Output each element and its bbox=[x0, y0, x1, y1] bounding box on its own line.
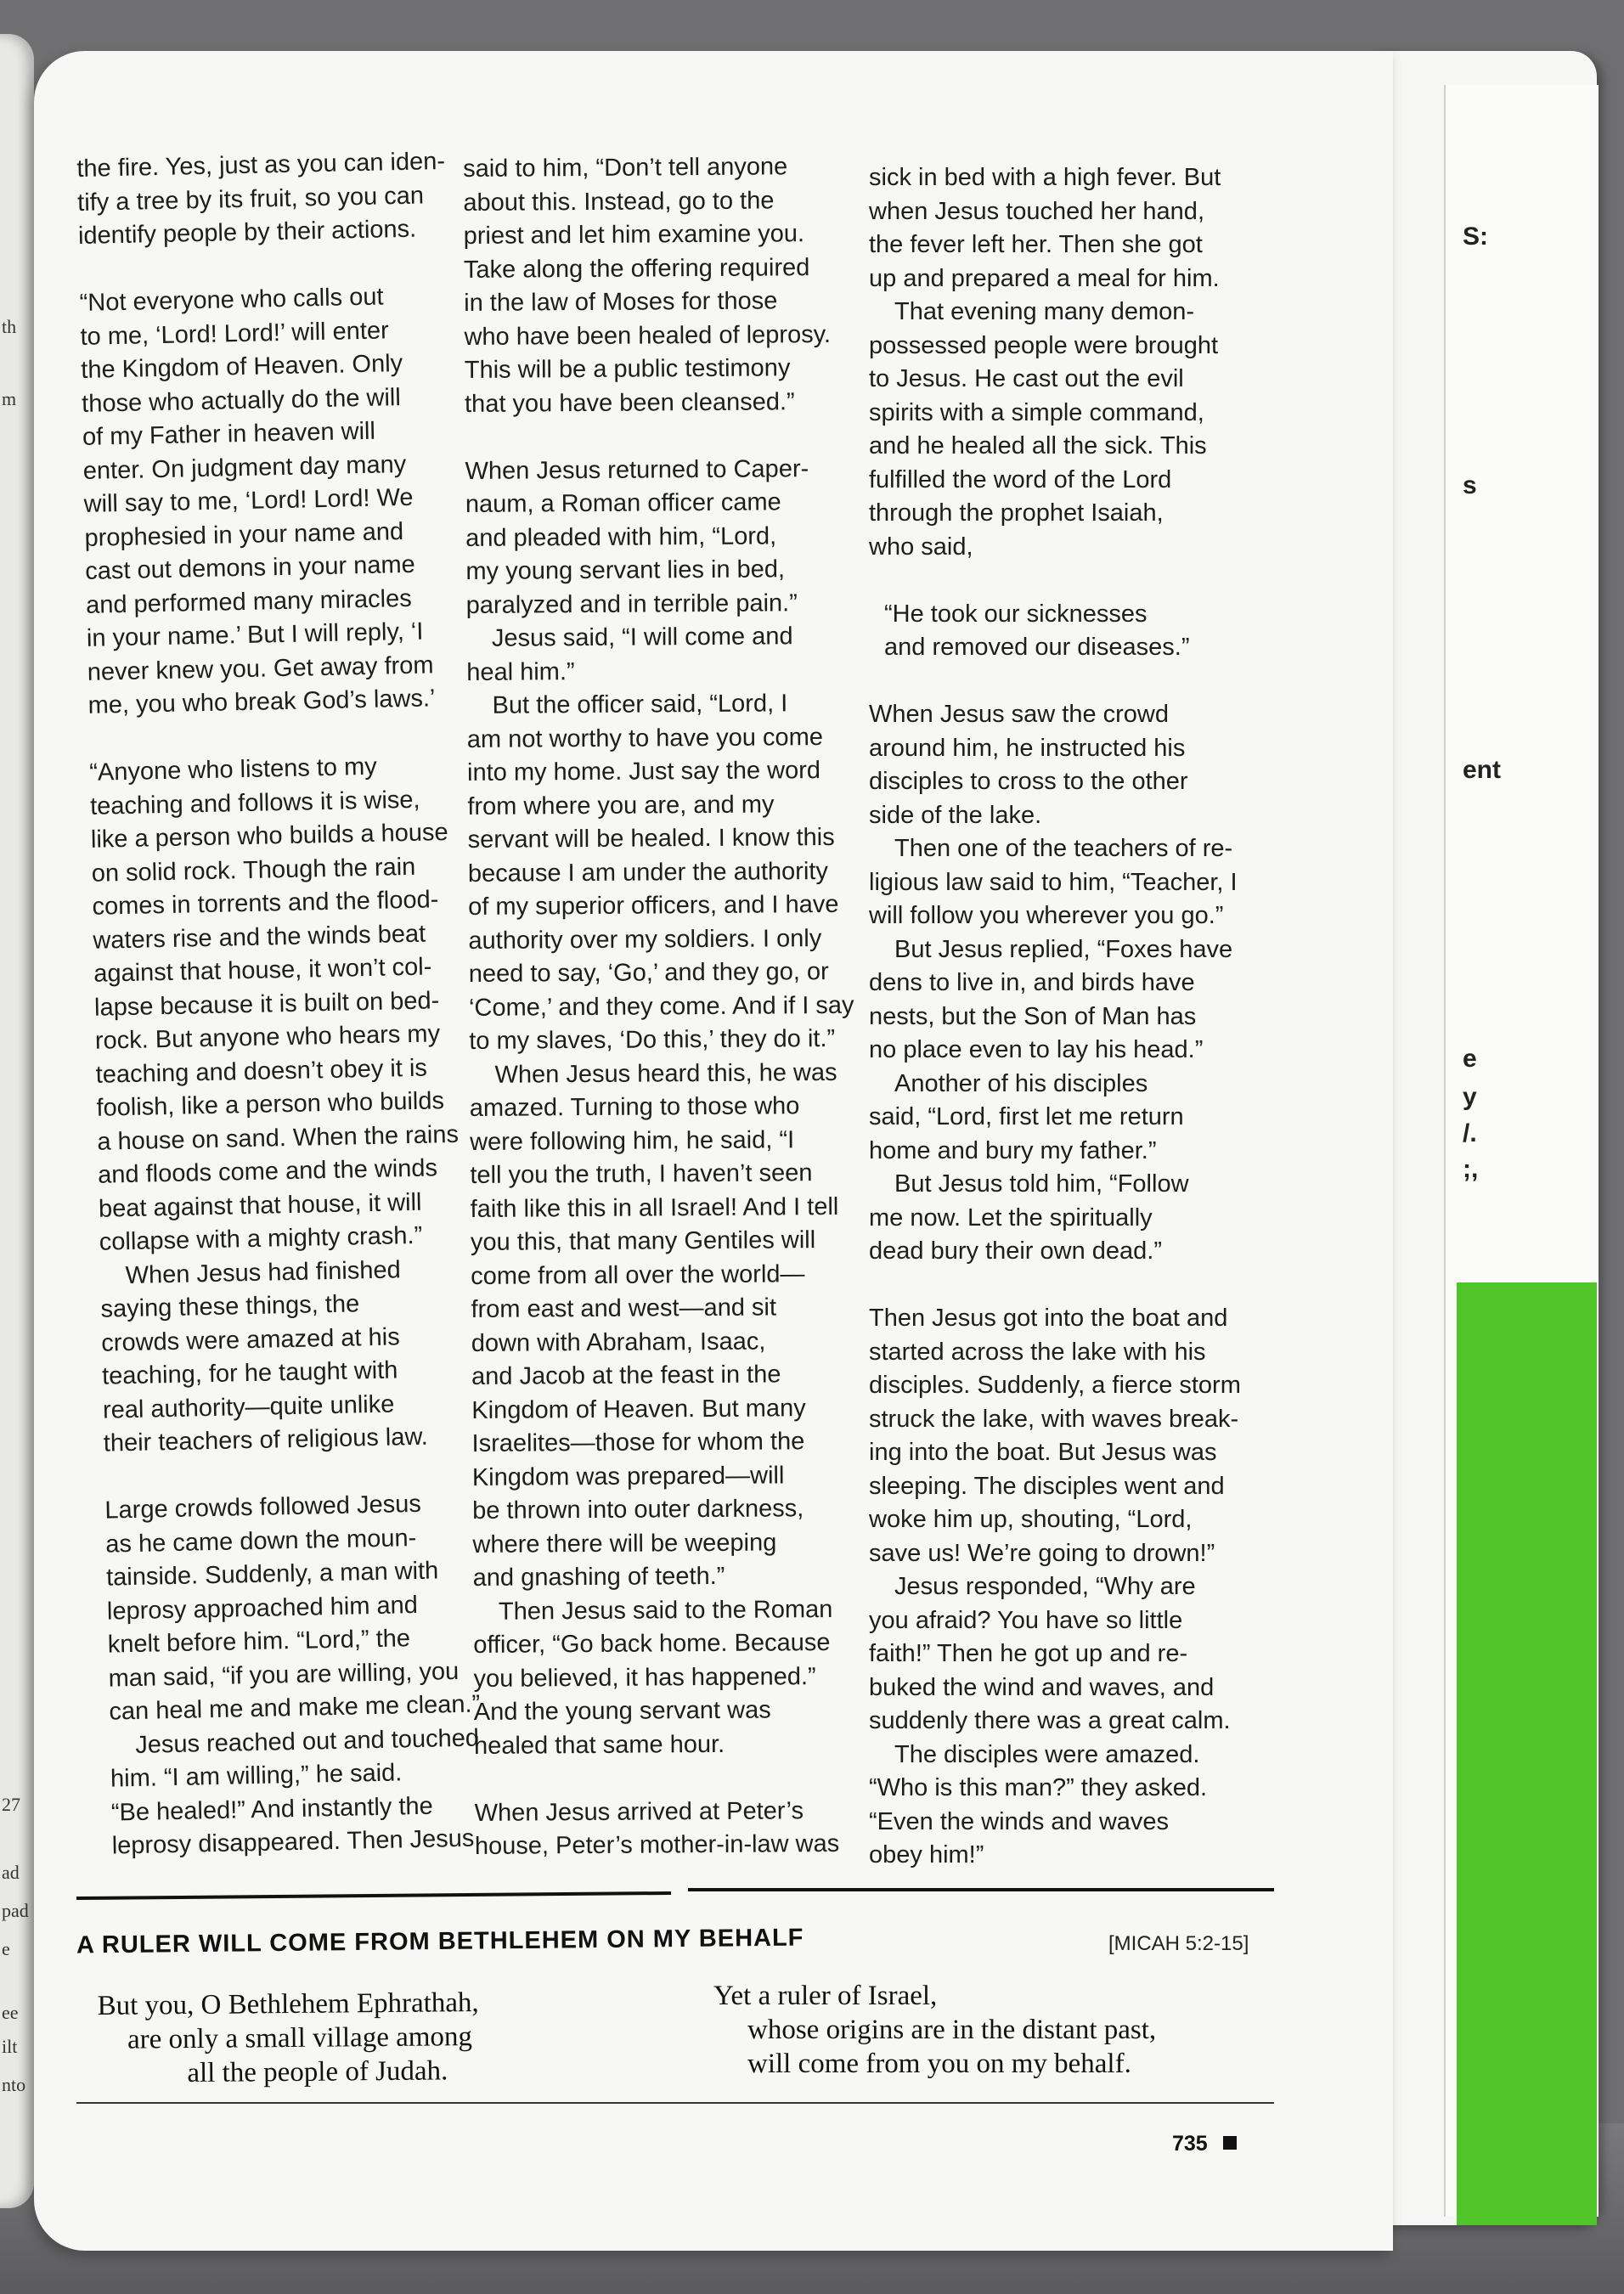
text-line: “Who is this man?” they asked. bbox=[869, 1774, 1208, 1801]
text-line: beat against that house, it will bbox=[98, 1188, 422, 1223]
text-line: When Jesus arrived at Peter’s bbox=[474, 1796, 804, 1827]
poem-line: all the people of Judah. bbox=[187, 2055, 448, 2089]
text-line: to my slaves, ‘Do this,’ they do it.” bbox=[469, 1024, 836, 1055]
text-line: you this, that many Gentiles will bbox=[470, 1226, 816, 1256]
text-line: and performed many miracles bbox=[85, 584, 413, 619]
text-line: When Jesus saw the crowd bbox=[869, 701, 1169, 728]
text-line: said, “Lord, first let me return bbox=[869, 1103, 1184, 1130]
text-line: tify a tree by its fruit, so you can bbox=[76, 181, 425, 217]
column-2 bbox=[463, 150, 882, 1864]
edge-fragment: s bbox=[1463, 471, 1477, 499]
text-line: dens to live in, and birds have bbox=[869, 969, 1195, 996]
text-line: Then one of the teachers of re- bbox=[894, 835, 1233, 862]
text-line: house, Peter’s mother-in-law was bbox=[474, 1829, 840, 1860]
text-line: like a person who builds a house bbox=[90, 819, 448, 854]
text-line: started across the lake with his bbox=[869, 1338, 1206, 1366]
column-3 bbox=[869, 161, 1311, 1873]
text-line: naum, a Roman officer came bbox=[465, 488, 781, 518]
text-line: “Be healed!” And instantly the bbox=[110, 1792, 434, 1827]
text-line: where there will be weeping bbox=[472, 1528, 777, 1558]
text-line: Jesus said, “I will come and bbox=[491, 623, 793, 652]
text-line: me, you who break God’s laws.’ bbox=[87, 685, 436, 719]
text-line: Take along the offering required bbox=[463, 253, 810, 284]
text-line: said to him, “Don’t tell anyone bbox=[463, 153, 788, 183]
text-line: to me, ‘Lord! Lord!’ will enter bbox=[80, 316, 389, 351]
text-line: against that house, it won’t col- bbox=[93, 953, 432, 988]
text-line: crowds were amazed at his bbox=[101, 1322, 400, 1357]
text-line: cast out demons in your name bbox=[84, 550, 416, 585]
column-1 bbox=[76, 144, 511, 1863]
text-line: you believed, it has happened.” bbox=[473, 1662, 816, 1693]
text-line: a house on sand. When the rains bbox=[97, 1120, 460, 1156]
text-line: When Jesus returned to Caper- bbox=[465, 454, 809, 485]
text-line: Jesus reached out and touched bbox=[134, 1723, 480, 1759]
text-line: Israelites—those for whom the bbox=[471, 1428, 805, 1457]
text-line: obey him!” bbox=[869, 1841, 984, 1868]
edge-fragment: nto bbox=[2, 2074, 26, 2095]
text-line: fulfilled the word of the Lord bbox=[869, 465, 1172, 493]
text-line: from east and west—and sit bbox=[471, 1294, 777, 1323]
text-line: leprosy disappeared. Then Jesus bbox=[111, 1824, 475, 1860]
text-line: into my home. Just say the word bbox=[466, 757, 821, 786]
text-line: But Jesus told him, “Follow bbox=[894, 1170, 1189, 1198]
text-line: of my Father in heaven will bbox=[82, 417, 376, 451]
poem-right bbox=[713, 1979, 1156, 2081]
text-line: through the prophet Isaiah, bbox=[869, 499, 1164, 527]
edge-fragment: th bbox=[2, 316, 17, 337]
paragraph-gap bbox=[465, 419, 872, 455]
text-line: about this. Instead, go to the bbox=[463, 186, 775, 217]
sidebar-top-rule-right bbox=[688, 1888, 1274, 1891]
text-line: on solid rock. Though the rain bbox=[91, 853, 416, 888]
poem-line: will come from you on my behalf. bbox=[747, 2049, 1131, 2079]
text-line: save us! We’re going to drown!” bbox=[869, 1539, 1215, 1567]
page-number: 735 bbox=[1172, 2132, 1208, 2156]
text-line: waters rise and the winds beat bbox=[93, 920, 426, 955]
text-line: of my superior officers, and I have bbox=[468, 890, 839, 921]
paragraph-gap bbox=[474, 1761, 882, 1797]
text-line: suddenly there was a great calm. bbox=[869, 1707, 1231, 1734]
text-line: and floods come and the winds bbox=[97, 1154, 438, 1189]
text-line: me now. Let the spiritually bbox=[869, 1203, 1153, 1232]
text-line: prophesied in your name and bbox=[84, 517, 404, 552]
edge-fragment: e bbox=[2, 1938, 10, 1959]
text-line: paralyzed and in terrible pain.” bbox=[465, 589, 798, 619]
text-line: sleeping. The disciples went and bbox=[869, 1472, 1225, 1500]
text-line: teaching and follows it is wise, bbox=[89, 786, 420, 820]
text-line: “Anyone who listens to my bbox=[88, 752, 378, 786]
poem-line: whose origins are in the distant past, bbox=[747, 2015, 1157, 2045]
text-line: The disciples were amazed. bbox=[894, 1740, 1200, 1768]
poem-line: Yet a ruler of Israel, bbox=[713, 1981, 938, 2011]
text-line: will follow you wherever you go.” bbox=[869, 902, 1224, 929]
text-line: servant will be healed. I know this bbox=[467, 823, 835, 854]
text-line: Kingdom was prepared—will bbox=[471, 1461, 785, 1491]
edge-fragment: ;, bbox=[1463, 1155, 1479, 1183]
edge-fragment: S: bbox=[1463, 223, 1488, 251]
previous-page-edge bbox=[0, 34, 34, 2208]
text-line: tainside. Suddenly, a man with bbox=[105, 1557, 439, 1592]
edge-fragment: /. bbox=[1463, 1119, 1477, 1147]
edge-fragment: pad bbox=[2, 1900, 29, 1921]
text-line: need to say, ‘Go,’ and they go, or bbox=[468, 958, 829, 988]
text-line: officer, “Go back home. Because bbox=[473, 1629, 831, 1659]
sidebar-title: A RULER WILL COME FROM BETHLEHEM ON MY BEHALF bbox=[76, 1924, 804, 1959]
text-line: spirits with a simple command, bbox=[869, 398, 1204, 426]
sidebar-top-rule-left bbox=[76, 1891, 671, 1900]
text-line: in the law of Moses for those bbox=[464, 287, 778, 317]
text-line: down with Abraham, Isaac, bbox=[471, 1327, 766, 1357]
text-line: am not worthy to have you come bbox=[466, 723, 824, 753]
text-line: ing into the boat. But Jesus was bbox=[869, 1439, 1217, 1466]
text-line: faith!” Then he got up and re- bbox=[869, 1640, 1188, 1667]
text-line: the fever left her. Then she got bbox=[869, 231, 1203, 258]
text-line: ‘Come,’ and they come. And if I say bbox=[468, 991, 854, 1022]
page-number-marker bbox=[1223, 2136, 1237, 2150]
text-line: and pleaded with him, “Lord, bbox=[465, 521, 777, 552]
text-line: And the young servant was bbox=[473, 1696, 771, 1726]
text-line: be thrown into outer darkness, bbox=[472, 1495, 804, 1525]
text-line: This will be a public testimony bbox=[464, 354, 791, 384]
text-line: in your name.’ But I will reply, ‘I bbox=[86, 617, 424, 652]
text-line: my young servant lies in bed, bbox=[465, 555, 786, 585]
text-line: disciples to cross to the other bbox=[869, 768, 1188, 795]
text-line: lapse because it is built on bed- bbox=[93, 986, 440, 1022]
text-line: enter. On judgment day many bbox=[82, 450, 407, 485]
text-line: side of the lake. bbox=[869, 801, 1042, 829]
text-line: and he healed all the sick. This bbox=[869, 432, 1207, 459]
edge-fragment: e bbox=[1463, 1045, 1477, 1073]
text-line: that you have been cleansed.” bbox=[464, 387, 795, 418]
edge-fragment: y bbox=[1463, 1083, 1477, 1111]
text-line: Jesus responded, “Why are bbox=[894, 1573, 1196, 1600]
text-line: ligious law said to him, “Teacher, I bbox=[869, 868, 1238, 896]
text-line: to Jesus. He cast out the evil bbox=[869, 365, 1184, 392]
text-line: woke him up, shouting, “Lord, bbox=[869, 1506, 1193, 1533]
text-line: Another of his disciples bbox=[894, 1069, 1148, 1097]
text-line: those who actually do the will bbox=[81, 383, 402, 418]
text-line: real authority—quite unlike bbox=[102, 1389, 395, 1424]
text-line: buked the wind and waves, and bbox=[869, 1673, 1215, 1701]
text-line: struck the lake, with waves break- bbox=[869, 1405, 1239, 1433]
text-line: Then Jesus said to the Roman bbox=[498, 1595, 833, 1626]
edge-fragment: ilt bbox=[2, 2036, 18, 2057]
text-line: no place even to lay his head.” bbox=[869, 1036, 1204, 1063]
text-line: when Jesus touched her hand, bbox=[869, 197, 1204, 225]
text-line: nests, but the Son of Man has bbox=[869, 1002, 1197, 1030]
text-line: possessed people were brought bbox=[869, 331, 1219, 359]
text-line: the Kingdom of Heaven. Only bbox=[81, 350, 403, 384]
text-line: home and bury my father.” bbox=[869, 1136, 1157, 1164]
text-line: That evening many demon- bbox=[894, 298, 1195, 325]
text-line: foolish, like a person who builds bbox=[96, 1087, 445, 1122]
text-line: “Even the winds and waves bbox=[869, 1807, 1170, 1835]
text-line: disciples. Suddenly, a fierce storm bbox=[869, 1372, 1241, 1399]
bible-page bbox=[34, 51, 1393, 2251]
text-line: up and prepared a meal for him. bbox=[869, 264, 1220, 292]
text-line: teaching, for he taught with bbox=[101, 1356, 398, 1390]
text-line: priest and let him examine you. bbox=[463, 220, 805, 250]
text-line: identify people by their actions. bbox=[77, 215, 417, 250]
text-line: Large crowds followed Jesus bbox=[104, 1490, 422, 1525]
paragraph-gap bbox=[869, 1269, 1311, 1303]
edge-fragment: ent bbox=[1463, 756, 1501, 784]
green-section-band bbox=[1457, 1282, 1597, 2225]
text-line: their teachers of religious law. bbox=[103, 1423, 429, 1457]
text-line: leprosy approached him and bbox=[106, 1591, 419, 1626]
text-line: will say to me, ‘Lord! Lord! We bbox=[83, 483, 414, 518]
text-line: sick in bed with a high fever. But bbox=[869, 164, 1221, 191]
text-line: heal him.” bbox=[466, 657, 575, 686]
text-line: amazed. Turning to those who bbox=[469, 1092, 800, 1122]
text-line: comes in torrents and the flood- bbox=[92, 886, 439, 921]
text-line: and Jacob at the feast in the bbox=[471, 1361, 781, 1390]
text-line: Kingdom of Heaven. But many bbox=[471, 1394, 806, 1424]
text-line: come from all over the world— bbox=[471, 1260, 805, 1290]
text-line: tell you the truth, I haven’t seen bbox=[470, 1159, 813, 1189]
text-line: healed that same hour. bbox=[473, 1730, 725, 1760]
edge-fragment: ad bbox=[2, 1862, 20, 1883]
text-line: collapse with a mighty crash.” bbox=[99, 1221, 423, 1256]
text-line: never knew you. Get away from bbox=[87, 651, 434, 686]
text-line: rock. But anyone who hears my bbox=[94, 1020, 441, 1055]
text-line: man said, “if you are willing, you bbox=[108, 1657, 460, 1693]
text-line: saying these things, the bbox=[100, 1290, 360, 1323]
text-line: teaching and doesn’t obey it is bbox=[95, 1054, 428, 1089]
text-line: dead bury their own dead.” bbox=[869, 1237, 1162, 1265]
edge-fragment: 27 bbox=[2, 1794, 20, 1815]
sidebar-bottom-rule bbox=[76, 2102, 1274, 2104]
text-line: authority over my soldiers. I only bbox=[468, 924, 822, 955]
paragraph-gap bbox=[869, 564, 1311, 598]
text-line: But Jesus replied, “Foxes have bbox=[894, 935, 1233, 963]
text-line: “He took our sicknesses bbox=[884, 600, 1148, 628]
text-line: Then Jesus got into the boat and bbox=[869, 1305, 1228, 1332]
text-line: the fire. Yes, just as you can iden- bbox=[76, 147, 446, 183]
sidebar-reference: [MICAH 5:2-15] bbox=[1108, 1932, 1249, 1955]
text-line: who said, bbox=[869, 533, 973, 561]
text-line: were following him, he said, “I bbox=[470, 1125, 795, 1156]
text-line: who have been healed of leprosy. bbox=[464, 320, 832, 351]
paragraph-gap bbox=[869, 665, 1311, 699]
text-line: knelt before him. “Lord,” the bbox=[107, 1625, 411, 1659]
text-line: can heal me and make me clean.” bbox=[109, 1690, 481, 1726]
text-line: and removed our diseases.” bbox=[884, 634, 1190, 661]
text-line: from where you are, and my bbox=[467, 790, 775, 820]
text-line: But the officer said, “Lord, I bbox=[492, 690, 788, 719]
edge-fragment: m bbox=[2, 388, 17, 409]
edge-fragment: ee bbox=[2, 2002, 19, 2023]
text-line: him. “I am willing,” he said. bbox=[110, 1759, 403, 1793]
text-line: you afraid? You have so little bbox=[869, 1606, 1183, 1634]
poem-line: But you, O Bethlehem Ephrathah, bbox=[97, 1987, 479, 2021]
text-line: “Not everyone who calls out bbox=[79, 283, 384, 317]
text-line: as he came down the moun- bbox=[104, 1524, 417, 1558]
text-line: When Jesus heard this, he was bbox=[494, 1058, 837, 1089]
text-line: When Jesus had finished bbox=[125, 1255, 401, 1289]
text-line: because I am under the authority bbox=[467, 857, 829, 888]
text-line: faith like this in all Israel! And I tell bbox=[470, 1192, 839, 1223]
text-line: around him, he instructed his bbox=[869, 734, 1186, 762]
poem-left bbox=[97, 1986, 479, 2091]
text-line: and gnashing of teeth.” bbox=[472, 1562, 725, 1592]
poem-line: are only a small village among bbox=[127, 2021, 473, 2055]
